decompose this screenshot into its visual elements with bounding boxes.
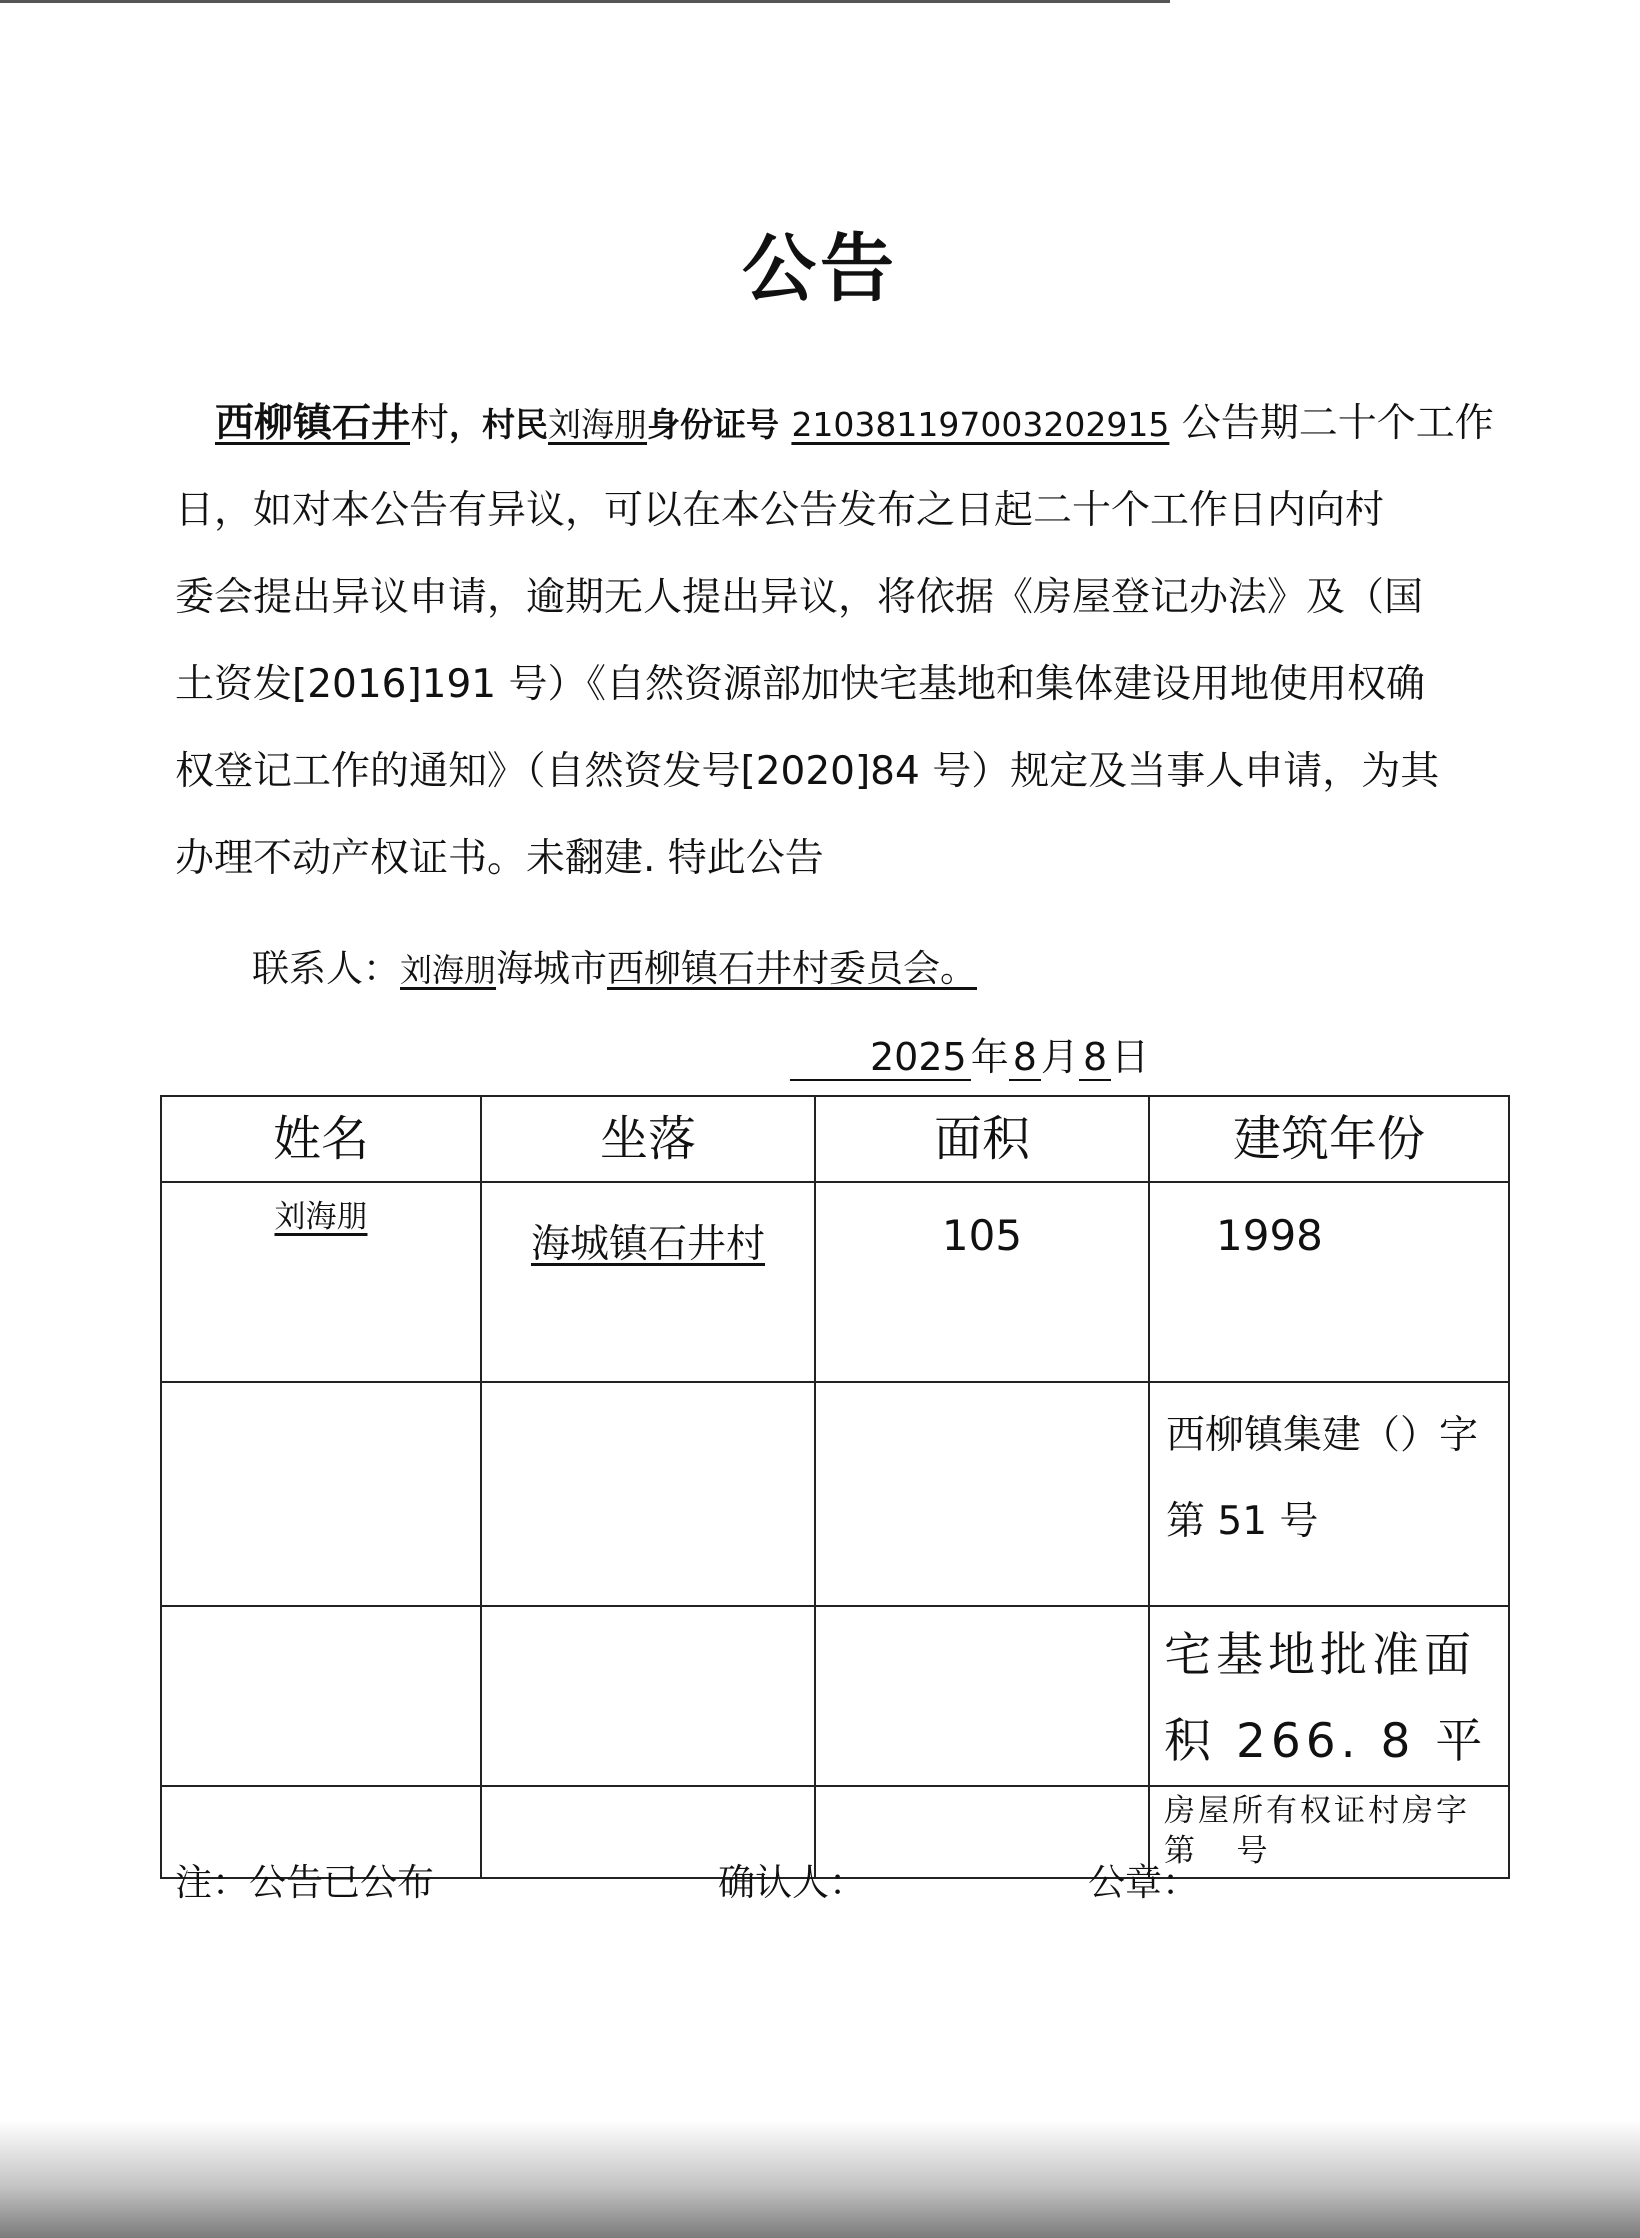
own-line-2: 第 号 [1164, 1833, 1271, 1869]
contact-committee: 西柳镇石井村委员会。 [607, 947, 978, 990]
scan-shadow [0, 2120, 1640, 2238]
villager-prefix: ，村民 [449, 405, 549, 444]
cell-area: 105 [815, 1182, 1149, 1382]
cert-line-2: 第 51 号 [1166, 1499, 1319, 1544]
contact-line [252, 938, 977, 992]
person-name: 刘海朋 [548, 405, 648, 444]
cell-empty [161, 1606, 481, 1786]
table-row [161, 1606, 1509, 1786]
cell-name-text: 刘海朋 [274, 1199, 368, 1235]
cell-empty [815, 1606, 1149, 1786]
date-year-unit: 年 [970, 1035, 1009, 1079]
header-name: 姓名 [161, 1096, 481, 1182]
cell-build-year: 1998 [1149, 1182, 1509, 1382]
table-row [161, 1382, 1509, 1606]
contact-person: 刘海朋 [400, 951, 497, 989]
date-day-unit: 日 [1111, 1035, 1150, 1079]
cert-line-1: 西柳镇集建（）字 [1166, 1413, 1479, 1458]
cell-homestead-area [1149, 1606, 1509, 1786]
cell-location [481, 1182, 815, 1382]
base-line-2: 积 266. 8 平 [1164, 1714, 1488, 1769]
cell-ownership-certificate [1149, 1786, 1509, 1878]
notice-date [790, 1026, 1149, 1081]
table-header-row [161, 1096, 1509, 1182]
own-line-1: 房屋所有权证村房字 [1164, 1793, 1470, 1829]
line1-tail: 公告期二十个工作 [1181, 401, 1494, 446]
footer-confirm: 确认人： [718, 1861, 866, 1904]
contact-city: 海城市 [496, 947, 608, 990]
village-name: 西柳镇石井 [215, 401, 411, 446]
date-day: 8 [1079, 1035, 1111, 1081]
table-row [161, 1182, 1509, 1382]
village-suffix: 村 [410, 401, 450, 446]
body-line-5: 权登记工作的通知》（自然资发号[2020]84 号）规定及当事人申请，为其 [175, 749, 1440, 794]
header-build-year: 建筑年份 [1149, 1096, 1509, 1182]
cell-location-text: 海城镇石井村 [530, 1222, 765, 1267]
notice-body [175, 380, 1494, 902]
footer-note: 注：公告已公布 [175, 1861, 434, 1904]
cell-empty [481, 1382, 815, 1606]
date-month-unit: 月 [1040, 1035, 1079, 1079]
body-line-2: 日，如对本公告有异议，可以在本公告发布之日起二十个工作日内向村 [175, 488, 1385, 533]
date-year: 2025 [790, 1035, 971, 1081]
scan-edge-line [0, 0, 1170, 3]
date-month: 8 [1009, 1035, 1041, 1081]
property-table [160, 1095, 1510, 1879]
cell-certificate [1149, 1382, 1509, 1606]
body-line-4: 土资发[2016]191 号）《自然资源部加快宅基地和集体建设用地使用权确 [175, 662, 1426, 707]
header-area: 面积 [815, 1096, 1149, 1182]
cell-name [161, 1182, 481, 1382]
header-location: 坐落 [481, 1096, 815, 1182]
notice-title: 公告 [742, 226, 898, 312]
contact-label: 联系人： [252, 947, 400, 990]
footer-seal: 公章： [1088, 1861, 1199, 1904]
body-line-1 [175, 380, 1494, 467]
base-line-1: 宅基地批准面 [1164, 1628, 1476, 1683]
body-line-3: 委会提出异议申请，逾期无人提出异议，将依据《房屋登记办法》及（国 [175, 575, 1424, 620]
id-label: 身份证号 [647, 405, 780, 444]
cell-empty [481, 1606, 815, 1786]
body-line-6: 办理不动产权证书。未翻建. 特此公告 [175, 836, 824, 881]
cell-empty [815, 1382, 1149, 1606]
cell-empty [161, 1382, 481, 1606]
id-number: 210381197003202915 [791, 405, 1170, 444]
